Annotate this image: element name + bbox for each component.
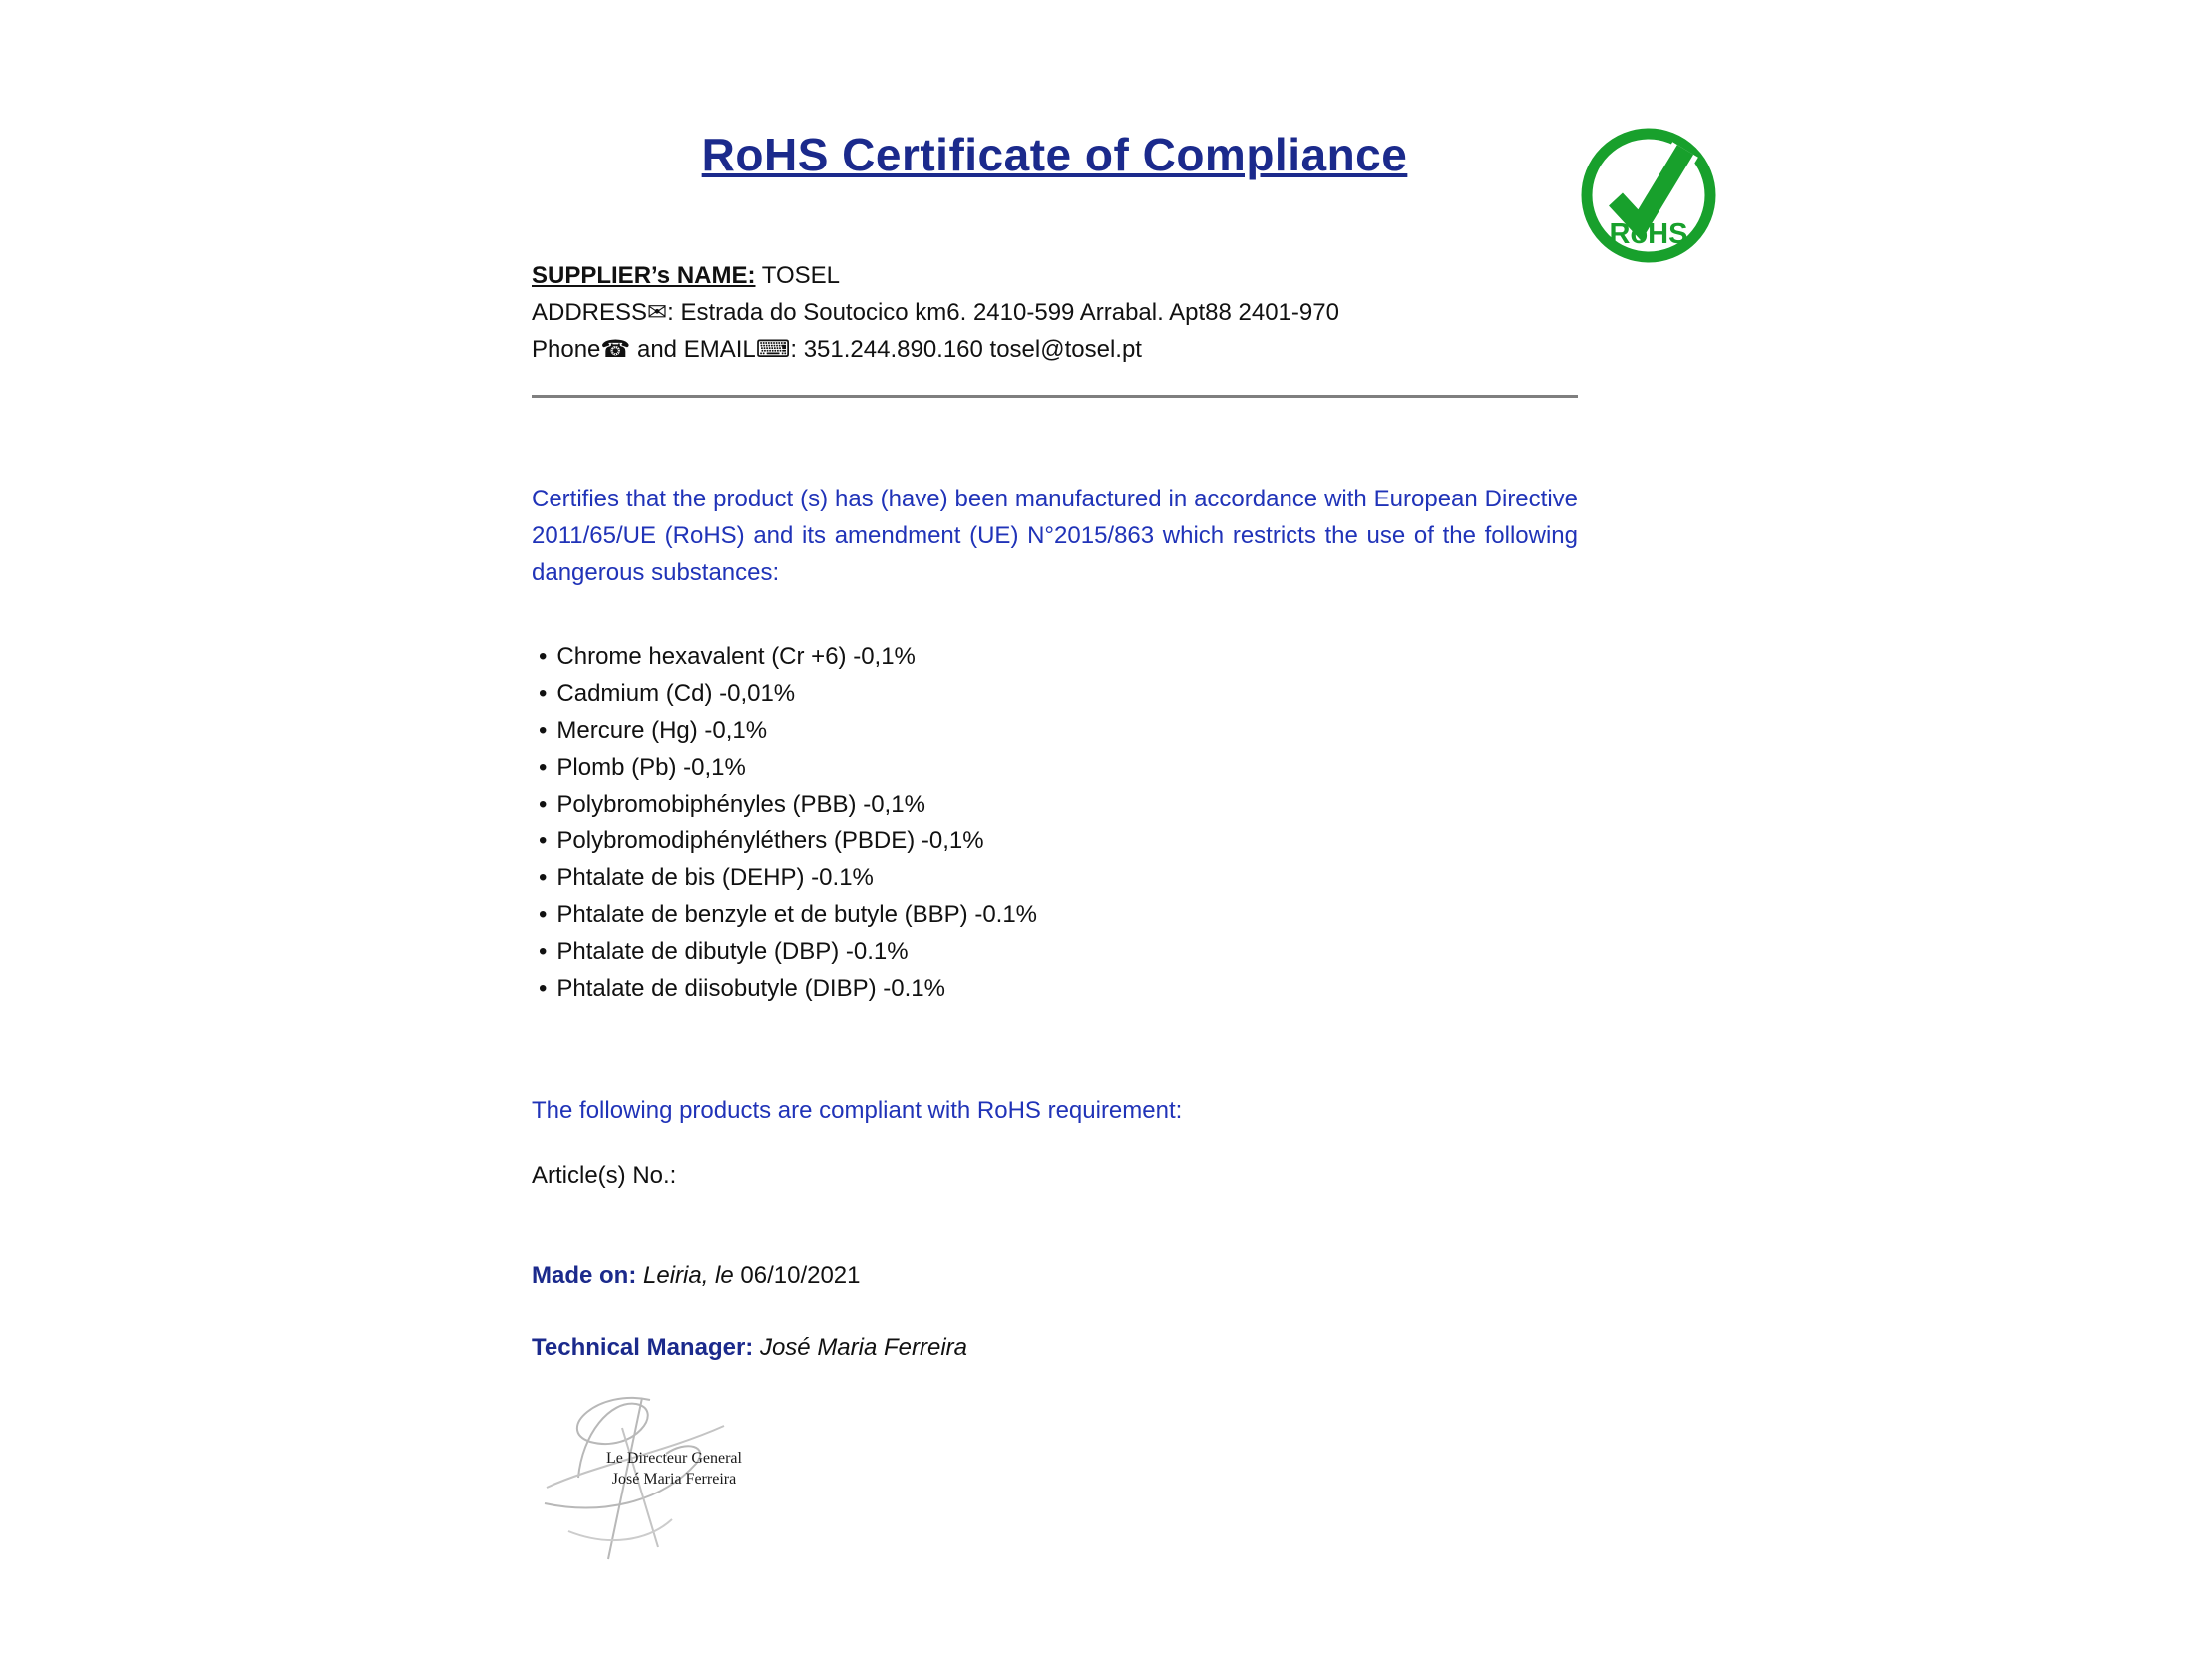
list-item: • Polybromobiphényles (PBB) -0,1% [539, 786, 1585, 823]
email-label: and EMAIL [630, 336, 756, 363]
supplier-name-line [532, 257, 1578, 294]
technical-manager-line [532, 1334, 1578, 1362]
list-item: • Chrome hexavalent (Cr +6) -0,1% [539, 638, 1585, 675]
address-label: ADDRESS [532, 299, 648, 326]
list-item: • Polybromodiphényléthers (PBDE) -0,1% [539, 823, 1585, 859]
made-on-place: Leiria, le [636, 1262, 734, 1289]
signature-text [594, 1448, 754, 1490]
list-item: • Mercure (Hg) -0,1% [539, 712, 1585, 749]
supplier-address-line [532, 294, 1578, 331]
supplier-name-value: TOSEL [755, 262, 840, 289]
supplier-block [532, 257, 1578, 368]
list-item: • Phtalate de bis (DEHP) -0.1% [539, 859, 1585, 896]
rohs-logo [1574, 118, 1723, 267]
address-value: : Estrada do Soutocico km6. 2410-599 Arrabal. Apt88 2401-970 [667, 299, 1339, 326]
page-title: RoHS Certificate of Compliance [701, 129, 1408, 180]
manager-name: José Maria Ferreira [753, 1334, 968, 1361]
computer-icon: ⌨ [755, 336, 791, 363]
rohs-check-icon [1574, 118, 1723, 267]
signature-name-line: José Maria Ferreira [611, 1471, 737, 1488]
list-item: • Plomb (Pb) -0,1% [539, 749, 1585, 786]
section-divider [532, 395, 1578, 398]
phone-email-value: : 351.244.890.160 tosel@tosel.pt [790, 336, 1142, 363]
substances-list [539, 638, 1585, 1007]
list-item: • Cadmium (Cd) -0,01% [539, 675, 1585, 712]
list-item: • Phtalate de diisobutyle (DIBP) -0.1% [539, 970, 1585, 1007]
supplier-name-label: SUPPLIER’s NAME: [532, 262, 756, 289]
list-item: • Phtalate de benzyle et de butyle (BBP) -0.1% [539, 896, 1585, 933]
signature [539, 1392, 798, 1571]
certification-paragraph: Certifies that the product (s) has (have) been manufactured in accordance with European Directive 2011/65/UE (RoHS) and its amendment (UE) N°2015/863 which restricts the use of the following dangerous substances: [532, 486, 1578, 586]
made-on-date: 06/10/2021 [733, 1262, 861, 1289]
made-on-line [532, 1262, 1578, 1290]
articles-line: Article(s) No.: [532, 1162, 677, 1189]
phone-icon: ☎ [600, 336, 631, 363]
rohs-logo-label: RoHS [1609, 218, 1688, 250]
phone-label: Phone [532, 336, 601, 363]
list-item: • Phtalate de dibutyle (DBP) -0.1% [539, 933, 1585, 970]
manager-label: Technical Manager: [532, 1334, 754, 1361]
signature-title-line: Le Directeur General [606, 1450, 742, 1467]
envelope-icon: ✉ [647, 299, 668, 326]
compliance-statement: The following products are compliant with RoHS requirement: [532, 1097, 1183, 1124]
made-on-label: Made on: [532, 1262, 637, 1289]
supplier-phone-line [532, 331, 1578, 368]
